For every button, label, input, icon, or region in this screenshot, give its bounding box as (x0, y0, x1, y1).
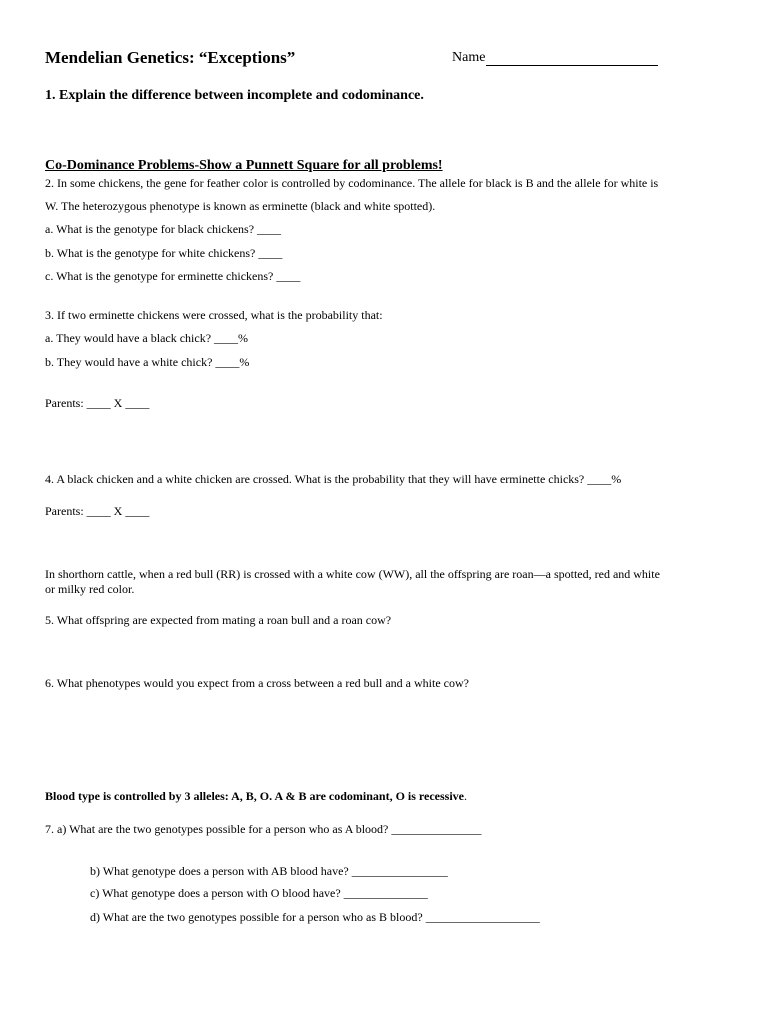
question-2c: c. What is the genotype for erminette chickens? ____ (45, 269, 301, 283)
question-2a: a. What is the genotype for black chickens? ____ (45, 222, 282, 236)
question-3a: a. They would have a black chick? ____% (45, 331, 249, 345)
question-3-intro: 3. If two erminette chickens were crossed, what is the probability that: (45, 308, 383, 322)
question-6: 6. What phenotypes would you expect from a cross between a red bull and a white cow? (45, 676, 469, 690)
name-blank-line[interactable] (486, 51, 658, 66)
codominance-section-heading: Co-Dominance Problems-Show a Punnett Square for all problems! (45, 158, 443, 173)
question-5: 5. What offspring are expected from mating a roan bull and a roan cow? (45, 613, 392, 627)
blood-type-heading-text: Blood type is controlled by 3 alleles: A, B, O. A & B are codominant, O is recessive (45, 789, 464, 803)
worksheet-title: Mendelian Genetics: “Exceptions” (45, 48, 296, 67)
cattle-intro-line-1: In shorthorn cattle, when a red bull (RR) is crossed with a white cow (WW), all the offspring are roan—a spotted, red and white (45, 567, 660, 581)
question-7c: c) What genotype does a person with O blood have? ______________ (90, 886, 428, 900)
question-4-parents: Parents: ____ X ____ (45, 504, 150, 518)
name-label: Name (452, 50, 486, 65)
question-2-line-2: W. The heterozygous phenotype is known as erminette (black and white spotted). (45, 199, 436, 213)
question-4: 4. A black chicken and a white chicken are crossed. What is the probability that they will have erminette chicks? ____% (45, 472, 622, 486)
blood-type-heading-period: . (464, 789, 467, 803)
blood-type-heading (45, 789, 467, 803)
question-1: 1. Explain the difference between incomplete and codominance. (45, 88, 424, 103)
question-7a: 7. a) What are the two genotypes possible for a person who as A blood? _______________ (45, 822, 482, 836)
question-2b: b. What is the genotype for white chickens? ____ (45, 246, 283, 260)
question-7d: d) What are the two genotypes possible for a person who as B blood? ___________________ (90, 910, 540, 924)
question-3b: b. They would have a white chick? ____% (45, 355, 250, 369)
name-field[interactable] (452, 50, 658, 66)
question-2-line-1: 2. In some chickens, the gene for feather color is controlled by codominance. The allele for black is B and the allele for white is (45, 176, 659, 190)
question-7b: b) What genotype does a person with AB blood have? ________________ (90, 864, 448, 878)
cattle-intro-line-2: or milky red color. (45, 582, 135, 596)
question-3-parents: Parents: ____ X ____ (45, 396, 150, 410)
